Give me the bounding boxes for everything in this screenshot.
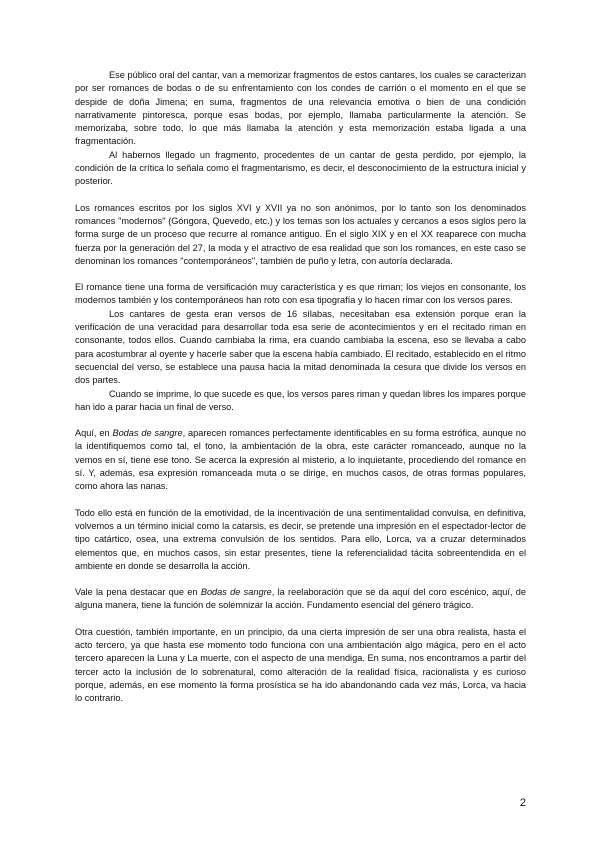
work-title-italic: Bodas de sangre xyxy=(200,587,272,598)
work-title-italic: Bodas de sangre xyxy=(112,428,183,439)
paragraph-10 xyxy=(75,626,526,706)
paragraph-text: Cuando se imprime, lo que sucede es que, los versos pares riman y quedan libres los impares porque han ido a parar hacia un final de verso. xyxy=(75,388,526,412)
paragraph-text: Ese público oral del cantar, van a memorizar fragmentos de estos cantares, los cuales se caracterizan por ser romances de bodas o de su enfrentamiento con los condes de carrión o el momento en el que se despide de doña Jimena; en suma, fragmentos de una relevancia emotiva o bien de una condición narrativamente pintoresca, porque esas bodas, por ejemplo, llamaba particularmente la atención. Se memorizaba, sobre todo, lo que más llamaba la atención y esta memorización estaba ligada a una fragmentación. xyxy=(75,70,526,147)
paragraph-text: , aparecen romances perfectamente identificables en su forma estrófica, aunque no la identifiquemos como tal, el tono, la ambientación de la obra, este carácter romanceado, aunque no la vemos en sí, tiene ese tono. Se acerca la expresión al misterio, a lo inquietante, procediendo del romance en sí. Y, además, esa expresión romanceada muta o se dirige, en muchos casos, de otras formas populares, como ahora las nanas. xyxy=(75,428,527,492)
paragraph-9 xyxy=(75,586,526,613)
paragraph-2 xyxy=(75,149,526,189)
paragraph-text: Vale la pena destacar que en xyxy=(75,587,201,598)
page-number: 2 xyxy=(519,797,526,809)
paragraph-text: Los cantares de gesta eran versos de 16 sílabas, necesitaban esa extensión porque eran la verificación de una veracidad para desarrollar toda esa serie de acontecimientos y en el recitado riman en consonante, todos ellos. Cuando cambiaba la rima, era cuando cambiaba la escena, eso se llevaba a cabo para acostumbrar al oyente y hacerle saber que la escena había cambiado. El recitado, establecido en el ritmo secuencial del verso, se establece una pausa hacia la mitad denominada la cesura que divide los versos en dos partes. xyxy=(75,308,526,386)
paragraph-text: Otra cuestión, también importante, en un principio, da una cierta impresión de ser una obra realista, hasta el acto tercero, ya que hasta ese momento todo funciona con una ambientación algo mágica, pero en el acto tercero aparecen la Luna y La muerte, con el aspecto de una mendiga. En suma, nos encontramos a partir del tercer acto la inclusión de lo sobrenatural, como alteración de la realidad física, racionalista y es curioso porque, además, en ese momento la forma prosística se ha ido abandonando cada vez más, Lorca, va hacia lo contrario. xyxy=(75,626,526,704)
paragraph-4 xyxy=(75,281,526,308)
paragraph-text: El romance tiene una forma de versificación muy característica y es que riman; los viejos en consonante, los modernos también y los contemporáneos han roto con esa tipografía y lo hacen rimar con los versos pares. xyxy=(75,282,526,306)
paragraph-7 xyxy=(75,427,526,493)
paragraph-text: Los romances escritos por los siglos XVI y XVII ya no son anónimos, por lo tanto son los denominados romances "modernos" (Góngora, Quevedo, etc.) y los temas son los actuales y cercanos a esos siglos pero la forma surge de un proceso que recurre al romance antiguo. En el siglo XIX y en el XX reaparece con mucha fuerza por la generación del 27, la moda y el atractivo de esa realidad que son los romances, en este caso se denominan los romances "contemporáneos", también de puño y letra, con autoría declarada. xyxy=(75,202,526,266)
paragraph-5 xyxy=(75,308,526,388)
paragraph-6 xyxy=(75,388,526,415)
paragraph-text: Aquí, en xyxy=(75,428,113,439)
paragraph-3 xyxy=(75,202,526,268)
paragraph-text: , la reelaboración que se da aquí del coro escénico, aquí, de alguna manera, tiene la función de solemnizar la acción. Fundamento esencial del género trágico. xyxy=(75,587,527,611)
paragraph-8 xyxy=(75,507,526,573)
paragraph-1 xyxy=(75,69,526,149)
paragraph-text: Todo ello está en función de la emotividad, de la incentivación de una sentimentalidad convulsa, en definitiva, volvemos a un término inicial como la catarsis, es decir, se pretende una impresión en el espectador-lector de tipo catártico, osea, una extrema convulsión de los sentidos. Para ello, Lorca, va a cruzar determinados elementos que, en muchos casos, sin estar presentes, tiene la referencialidad tácita sobreentendida en el ambiente en donde se desarrolla la acción. xyxy=(75,507,526,571)
paragraph-text: Al habernos llegado un fragmento, procedentes de un cantar de gesta perdido, por ejemplo, la condición de la crítica lo señala como el fragmentarismo, es decir, el desconocimiento de la estructura inicial y posterior. xyxy=(75,149,526,187)
